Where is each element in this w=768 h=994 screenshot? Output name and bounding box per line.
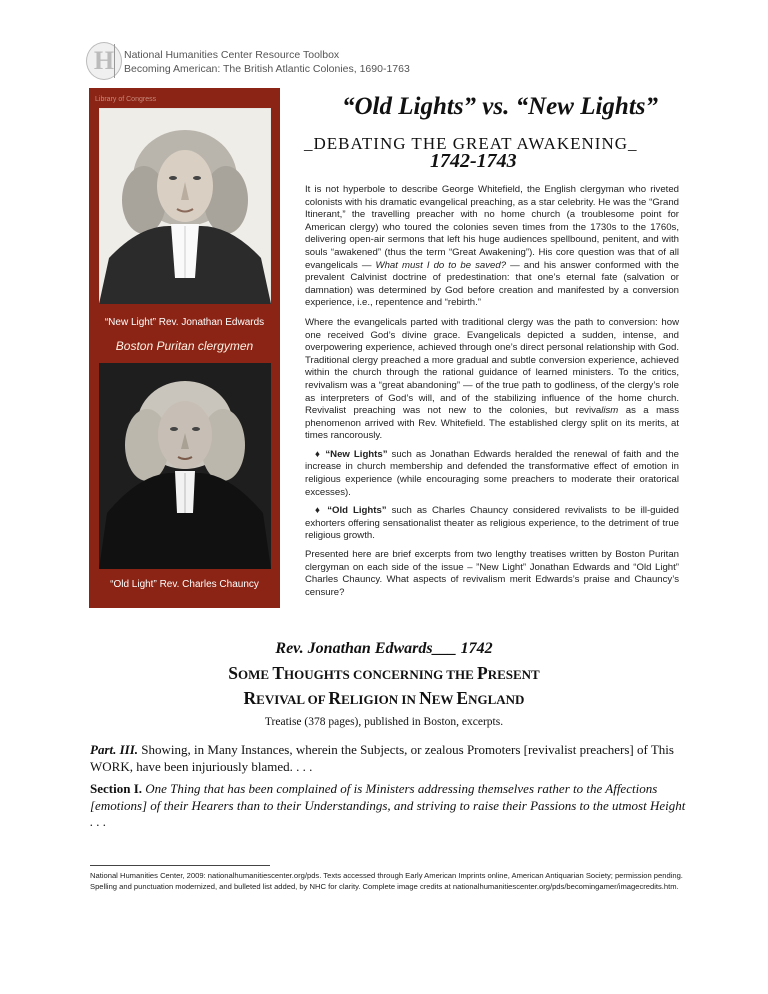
part-three: Part. III. Showing, in Many Instances, wherein the Subjects, or zealous Promoters [revivalist preachers] of This WORK, have been injuriously blamed. . . . — [90, 742, 674, 774]
portrait-panel — [89, 88, 280, 608]
page-subtitle: _DEBATING THE GREAT AWAKENING_ — [304, 134, 638, 153]
section-author: Rev. Jonathan Edwards___ 1742 — [275, 640, 493, 657]
page-years: 1742-1743 — [430, 150, 517, 172]
bullet-icon: ♦ — [315, 448, 322, 460]
header-line-1: National Humanities Center Resource Toolbox — [124, 49, 340, 61]
footnote: National Humanities Center, 2009: nationalhumanitiescenter.org/pds. Texts accessed through Early American Imprints online, American Antiquarian Society; permission pending. Spelling and punctuation modernized, and bulleted list added, by NHC for clarity. Complete image credits at nationalhumanitiescenter.org/pds/becomingamer/imagecredits.htm. — [90, 871, 683, 891]
bullet-new-lights: ♦ “New Lights” such as Jonathan Edwards heralded the renewal of faith and the increase in church membership and defended the transformative effect of emotion in religious experience (while encouraging some preachers to moderate their oratorical excesses). — [305, 448, 679, 498]
nhc-logo: H — [86, 42, 122, 80]
header-line-2: Becoming American: The British Atlantic Colonies, 1690-1763 — [124, 63, 410, 75]
header-divider — [114, 44, 115, 78]
caption-edwards: “New Light” Rev. Jonathan Edwards — [104, 317, 265, 328]
bullet-old-lights: ♦ “Old Lights” such as Charles Chauncy considered revivalists to be ill-guided exhorters offering sensationalist theater as religious experience, to the detriment of true religious growth. — [305, 505, 679, 542]
footnote-rule — [90, 865, 270, 866]
caption-clergymen: Boston Puritan clergymen — [115, 339, 254, 353]
page-title: “Old Lights” vs. “New Lights” — [342, 93, 658, 120]
intro-paragraph-1: It is not hyperbole to describe George Whitefield, the English clergyman who riveted colonists with his dramatic evangelical preaching, as a star celebrity. He was the “Grand Itinerant,” the travelling preacher with no home church (a troublesome point for American clergy) who toured the colonies seven times from the 1730s to the 1760s, delivering open-air sermons that left his huge audiences spellbound, penitent, and with souls “awakened” (thus the term “Great Awakening”). His core question was that of all evangelicals — What must I do to be saved? — and his answer conformed with the prevalent Calvinist doctrine of predestination: that one’s eternal fate (salvation or damnation) was determined by God before creation and manifested by a conversion experience, i.e., repentence and “rebirth.” — [305, 184, 679, 309]
section-treatise-note: Treatise (378 pages), published in Boston, excerpts. — [264, 716, 504, 728]
page-header — [86, 42, 686, 80]
portrait-edwards — [99, 108, 271, 304]
section-title-line-2: REVIVAL OF RELIGION IN NEW ENGLAND — [243, 688, 525, 708]
header-text — [124, 48, 410, 76]
portrait-chauncy — [99, 363, 271, 569]
intro-column — [305, 184, 679, 599]
caption-chauncy: “Old Light” Rev. Charles Chauncy — [110, 579, 259, 590]
image-credit: Library of Congress — [95, 96, 157, 103]
bullet-icon: ♦ — [315, 505, 323, 517]
section-title-line-1: SOME THOUGHTS CONCERNING THE PRESENT — [228, 663, 540, 683]
intro-paragraph-2: Where the evangelicals parted with traditional clergy was the path to conversion: how one received God’s divine grace. Evangelicals depicted a sudden, intense, and overpowering experience, achieved through one’s direct personal relationship with God. Traditional clergy preached a more gradual and subtle conversion experience, achieved within the church through the rational guidance of learned ministers. To the critics, revivalism was a “great abandoning” — of the true path to godliness, of the clergy’s role as interpreters of God’s will, and of the stabilizing influence of the home church. Revivalist preaching was not new to the colonies, but revivalism as a mass phenomenon arrived with Rev. Whitefield. The established clergy split on its merits, at times rancorously. — [305, 316, 679, 442]
section-one: Section I. One Thing that has been complained of is Ministers addressing themselves rather to the Affections [emotions] of their Hearers than to their Understandings, and striving to raise their Passions to the utmost Height . . . — [90, 781, 686, 829]
intro-paragraph-3: Presented here are brief excerpts from two lengthy treatises written by Boston Puritan clergyman on each side of the issue – ”New Light” Jonathan Edwards and “Old Light” Charles Chauncy. What aspects of revivalism merit Edwards’s praise and Chauncy’s censure? — [305, 549, 679, 598]
